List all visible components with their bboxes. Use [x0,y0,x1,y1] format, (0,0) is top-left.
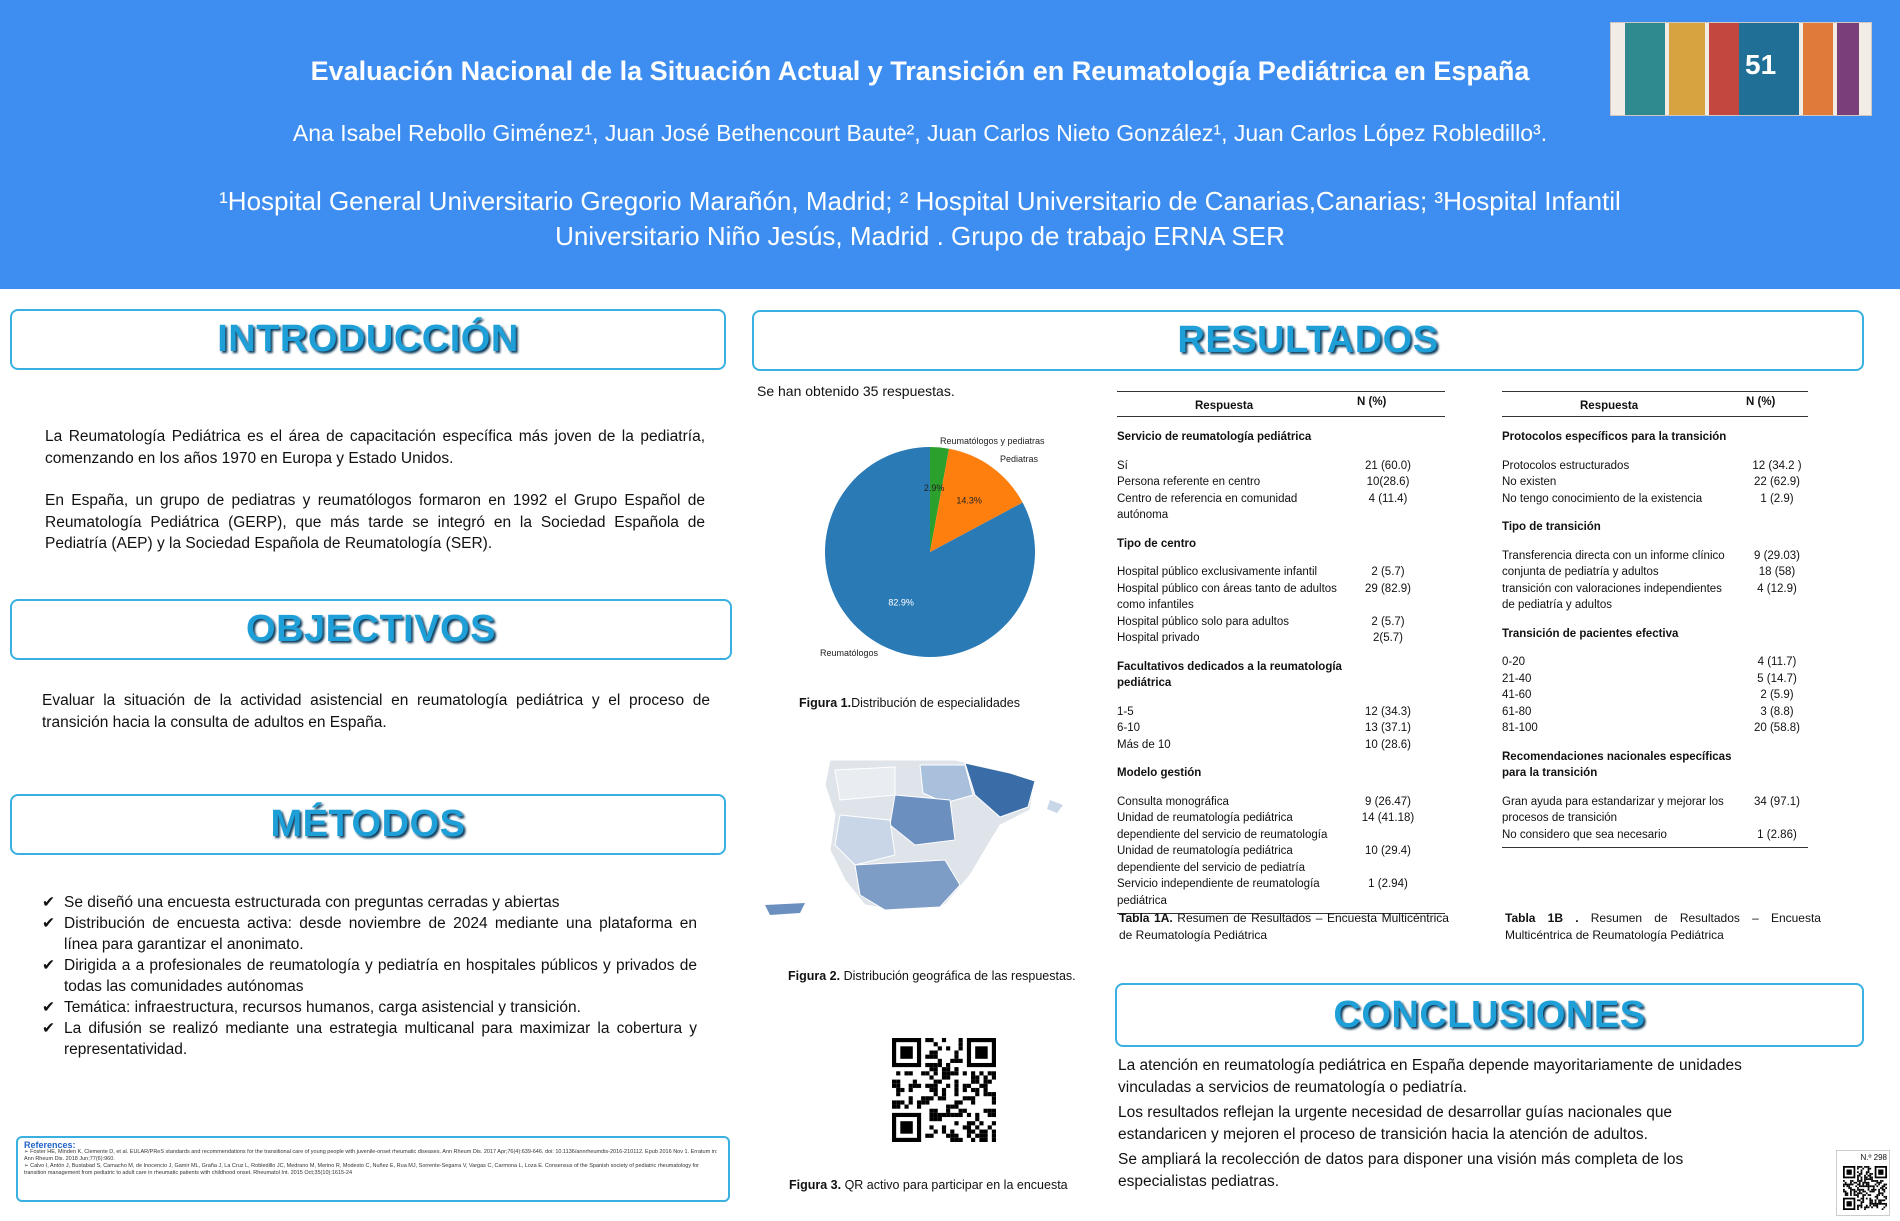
table-cell-label: Hospital público solo para adultos [1117,615,1289,628]
table-cell-label: Hospital público exclusivamente infantil [1117,566,1318,578]
methods-heading-box [10,794,726,855]
table-cell-value: 9 (29.03) [1753,549,1801,562]
table-row [1117,491,1445,524]
poster-qr-code[interactable] [1843,1166,1887,1210]
conclusions-text [1118,1055,1758,1192]
table-group-title: Protocolos específicos para la transición [1502,431,1727,443]
table-row [1502,548,1808,565]
table-cell-value: 22 (62.9) [1753,476,1801,488]
table-header [1502,391,1808,417]
table-cell-value: 14 (41.18) [1361,812,1415,824]
figure2-caption: Figura 2. Distribución geográfica de las respuestas. [788,969,1076,983]
methods-item: ✔ Se diseñó una encuesta estructurada con preguntas cerradas y abiertas [42,894,560,911]
table-cell-value: 18 (58) [1758,566,1796,578]
table-cell-label: Transferencia directa con un informe clínico [1502,549,1725,562]
table-cell-value: 4 (11.4) [1368,492,1408,505]
table-cell-value: 1 (2.94) [1368,878,1408,890]
table-1b-caption: Tabla 1B . Resumen de Resultados – Encuesta Multicéntrica de Reumatología Pediátrica [1505,911,1821,942]
table-row [1117,876,1445,909]
specialties-pie-chart [800,430,1070,660]
table-row [1117,564,1445,581]
table-cell-value: 4 (12.9) [1757,582,1797,595]
intro-heading: INTRODUCCIÓN [217,318,519,360]
table-row [1502,827,1808,844]
table-row [1502,458,1808,475]
table-row [1502,654,1808,671]
table-cell-value: 21 (60.0) [1364,459,1412,472]
col-header-response: Respuesta [1195,400,1254,412]
table-cell-label: No considero que sea necesario [1502,828,1667,841]
check-icon: ✔ [42,957,55,974]
col-header-n: N (%) [1746,396,1776,408]
table-row [1117,630,1445,647]
objectives-text: Evaluar la situación de la actividad asistencial en reumatología pediátrica y el proceso de transición hacia la consulta de adultos en España. [42,692,710,731]
table-cell-value: 10 (28.6) [1364,738,1412,751]
table-group-title: Facultativos dedicados a la reumatología pediátrica [1117,660,1342,689]
poster-authors: Ana Isabel Rebollo Giménez¹, Juan José Bethencourt Baute², Juan Carlos Nieto González¹, Juan Carlos López Robledillo³. [292,120,1548,146]
pie-data-label: 14.3% [956,495,982,506]
table-cell-value: 20 (58.8) [1753,722,1801,734]
table-row [1117,843,1445,876]
table-cell-value: 13 (37.1) [1364,722,1412,734]
methods-heading: MÉTODOS [270,803,466,845]
table-cell-label: 6-10 [1117,722,1141,734]
table-cell-label: No tengo conocimiento de la existencia [1502,492,1703,505]
conclusion-item: Los resultados reflejan la urgente necesidad de desarrollar guías nacionales que estandaricen y mejoren el proceso de transición hacia la atención de adultos. [1118,1104,1673,1143]
table-cell-label: 81-100 [1502,722,1538,734]
table-row [1502,671,1808,688]
table-bottom-rule [1502,847,1808,848]
table-1b [1502,391,1808,848]
table-cell-value: 3 (8.8) [1760,705,1794,718]
table-cell-value: 2 (5.9) [1760,689,1794,701]
pie-data-label: 2.9% [923,483,945,494]
logo-number: 51 [1745,49,1777,80]
table-cell-label: Unidad de reumatología pediátrica dependiente del servicio de pediatría [1117,845,1305,874]
results-heading: RESULTADOS [1177,319,1439,361]
intro-heading-box [10,309,726,370]
table-cell-label: Más de 10 [1117,738,1171,751]
references-title: References: [24,1140,76,1150]
table-cell-value: 10(28.6) [1366,476,1410,488]
table-cell-label: 41-60 [1502,689,1532,701]
congress-logo [1610,22,1872,116]
table-cell-label: Centro de referencia en comunidad autónoma [1117,492,1298,521]
pie-data-label: 82.9% [888,597,914,608]
table-cell-label: transición con valoraciones independientes de pediatría y adultos [1502,582,1722,611]
table-cell-label: Gran ayuda para estandarizar y mejorar los procesos de transición [1502,795,1724,824]
methods-item: ✔ La difusión se realizó mediante una estrategia multicanal para maximizar la cobertura y representatividad. [42,1020,697,1058]
table-cell-value: 1 (2.86) [1757,828,1797,841]
methods-list [42,892,697,1060]
table-row [1117,581,1445,614]
table-cell-label: No existen [1502,476,1557,488]
check-icon: ✔ [42,999,55,1016]
table-cell-value: 2(5.7) [1372,632,1404,644]
pie-category-label: Pediatras [1000,454,1039,464]
table-cell-value: 4 (11.7) [1757,656,1797,668]
check-icon: ✔ [42,915,55,932]
methods-item: ✔ Dirigida a a profesionales de reumatología y pediatría en hospitales públicos y privados de todas las comunidades autónomas [42,957,697,995]
poster-affiliations: ¹Hospital General Universitario Gregorio Marañón, Madrid; ² Hospital Universitario de Canarias,Canarias; ³Hospital Infantil Universitario Niño Jesús, Madrid . Grupo de trabajo ERNA SER [219,186,1621,251]
pie-category-label: Reumatólogos y pediatras [940,436,1045,446]
table-cell-label: 61-80 [1502,705,1532,718]
table-group-title: Servicio de reumatología pediátrica [1117,431,1312,443]
conclusion-item: Se ampliará la recolección de datos para disponer una visión más completa de los especialistas pediatras. [1118,1151,1684,1190]
table-cell-value: 12 (34.2 ) [1752,459,1802,472]
spain-response-map [745,755,1075,925]
reference-item: ➢ Foster HE, Minden K, Clemente D, et al. EULAR/PReS standards and recommendations for the transitional care of young people with juvenile-onset rheumatic diseases. Ann Rheum Dis. 2017 Apr;76(4):639-646. doi: 10.1136/annrheumdis-2016-210112. Epub 2016 Nov 1. Erratum in: Ann Rheum Dis. 2018 Jun;77(6):960. [24,1149,718,1162]
check-icon: ✔ [42,894,55,911]
table-group-title: Modelo gestión [1117,767,1202,779]
table-cell-value: 1 (2.9) [1760,492,1794,505]
col-header-response: Respuesta [1580,400,1639,412]
table-group-title: Tipo de transición [1502,521,1601,533]
table-row [1117,458,1445,475]
intro-text [45,426,705,555]
results-intro: Se han obtenido 35 respuestas. [757,383,955,399]
table-row [1502,720,1808,737]
table-header [1117,391,1445,417]
table-cell-label: conjunta de pediatría y adultos [1502,566,1659,578]
table-row [1502,474,1808,491]
objectives-heading-box [10,599,732,660]
check-icon: ✔ [42,1020,55,1037]
survey-qr-code[interactable] [892,1038,996,1142]
poster-header [0,0,1900,289]
table-cell-value: 5 (14.7) [1757,672,1797,685]
table-row [1502,581,1808,614]
table-cell-label: Hospital público con áreas tanto de adultos como infantiles [1117,582,1337,611]
intro-paragraph: En España, un grupo de pediatras y reumatólogos formaron en 1992 el Grupo Español de Reumatología Pediátrica (GERP), que más tarde se integró en la Sociedad Española de Pediatría (AEP) y la Sociedad Española de Reumatología (SER). [45,492,705,552]
table-row [1502,794,1808,827]
table-row [1117,810,1445,843]
table-row [1117,614,1445,631]
table-row [1502,687,1808,704]
table-cell-value: 12 (34.3) [1364,705,1412,718]
table-cell-label: Persona referente en centro [1117,476,1261,488]
table-cell-label: 0-20 [1502,656,1526,668]
table-group-title: Transición de pacientes efectiva [1502,627,1679,640]
table-group-title: Recomendaciones nacionales específicas para la transición [1502,750,1732,779]
figure1-caption: Figura 1.Distribución de especialidades [799,696,1020,710]
table-cell-value: 34 (97.1) [1753,795,1801,808]
table-row [1502,491,1808,508]
table-cell-value: 9 (26.47) [1364,795,1412,808]
conclusions-heading: CONCLUSIONES [1333,993,1646,1036]
table-1a-caption: Tabla 1A. Resumen de Resultados – Encuesta Multicéntrica de Reumatología Pediátrica [1119,911,1449,942]
references-box [16,1136,730,1202]
table-cell-value: 2 (5.7) [1371,615,1405,628]
table-row [1502,564,1808,581]
intro-paragraph: La Reumatología Pediátrica es el área de capacitación específica más joven de la pediatría, comenzando en los años 1970 en Europa y Estado Unidos. [45,428,705,467]
table-cell-label: 21-40 [1502,672,1532,685]
methods-item: ✔ Temática: infraestructura, recursos humanos, carga asistencial y transición. [42,999,581,1016]
table-cell-label: 1-5 [1117,705,1134,718]
pie-category-label: Reumatólogos [820,648,879,658]
table-cell-label: Unidad de reumatología pediátrica dependiente del servicio de reumatología [1117,812,1328,841]
reference-item: ➢ Calvo I, Antón J, Bustabad S, Camacho M, de Inocencio J, Gamir ML, Graña J, La Cruz L, Robledillo JC, Medrano M, Merino R, Modesto C, Nuñez E, Rua MJ, Sorrente-Segarra V, Vargas C, Carmona L, Loza E. Consensus of the Spanish society of pediatric rheumatology for transition management from pediatric to adult care in rheumatic patients with childhood onset. Rheumatol Int. 2015 Oct;35(10):1615-24 [24,1163,700,1176]
table-row [1502,704,1808,721]
table-row [1117,720,1445,737]
table-row [1117,704,1445,721]
table-1a [1117,391,1445,914]
poster-number-badge: N.º 298 [1836,1150,1890,1216]
methods-item: ✔ Distribución de encuesta activa: desde noviembre de 2024 mediante una plataforma en línea para garantizar el anonimato. [42,915,697,953]
table-cell-value: 29 (82.9) [1364,582,1412,595]
poster-title: Evaluación Nacional de la Situación Actual y Transición en Reumatología Pediátrica en España [310,56,1530,86]
table-group-title: Tipo de centro [1117,537,1197,550]
table-cell-value: 2 (5.7) [1371,566,1405,578]
table-cell-label: Hospital privado [1117,632,1200,644]
table-cell-label: Sí [1117,459,1128,472]
table-row [1117,474,1445,491]
table-cell-label: Consulta monográfica [1117,795,1229,808]
objectives-heading: OBJECTIVOS [246,608,496,650]
results-heading-box [752,310,1864,371]
table-row [1117,737,1445,754]
table-cell-label: Protocolos estructurados [1502,459,1630,472]
table-cell-value: 10 (29.4) [1364,845,1412,857]
figure3-caption: Figura 3. QR activo para participar en la encuesta [789,1178,1068,1192]
conclusions-heading-box [1115,983,1864,1047]
table-cell-label: Servicio independiente de reumatología pediátrica [1117,878,1320,907]
table-row [1117,794,1445,811]
conclusion-item: La atención en reumatología pediátrica en España depende mayoritariamente de unidades vinculadas a servicios de reumatología o pediatría. [1118,1057,1742,1096]
col-header-n: N (%) [1357,396,1387,408]
